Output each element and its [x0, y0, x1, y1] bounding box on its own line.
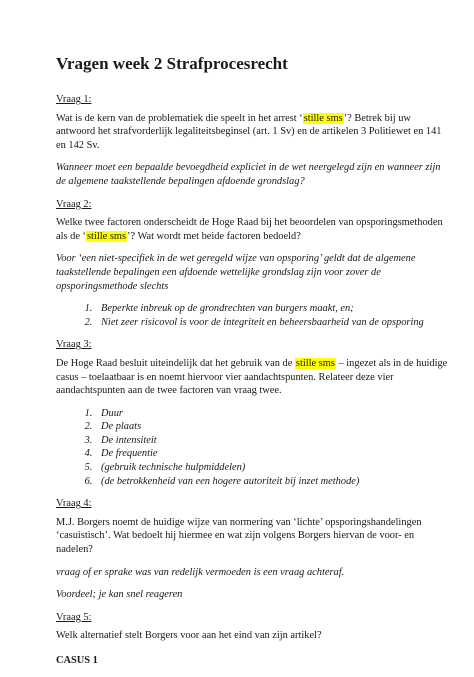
question-2-text-end: ’? Wat wordt met beide factoren bedoeld? [127, 230, 301, 242]
casus-heading: CASUS 1 [56, 655, 98, 666]
question-1-label: Vraag 1: [56, 94, 92, 105]
question-5-label: Vraag 5: [56, 611, 92, 623]
document-page [56, 54, 448, 677]
list-item: 6. (de betrokkenheid van een hogere autoriteit bij inzet methode) [95, 475, 448, 489]
question-4-answer-advantage: Voordeel; je kan snel reageren [56, 589, 183, 601]
question-2-answer-list [56, 302, 448, 329]
question-2-text-start: Welke twee factoren onderscheidt de Hoge Raad bij het beoordelen van opsporingsmethoden als de ‘ [56, 217, 443, 242]
question-1-answer: Wanneer moet een bepaalde bevoegdheid expliciet in de wet neergelegd zijn en wanneer zijn de algemene taakstellende bepalingen afdoende grondslag? [56, 162, 441, 187]
question-1-text-start: Wat is de kern van de problematiek die speelt in het arrest ‘ [56, 112, 303, 124]
list-item: 1. Duur [95, 407, 448, 421]
question-4-label: Vraag 4: [56, 498, 92, 510]
question-4-answer: vraag of er sprake was van redelijk vermoeden is een vraag achteraf. [56, 566, 345, 578]
highlight-stille-sms: stille sms [303, 112, 343, 124]
question-2-label: Vraag 2: [56, 198, 92, 210]
question-3-text [56, 357, 448, 398]
question-3-label: Vraag 3: [56, 339, 92, 351]
list-item: 2. Niet zeer risicovol is voor de integriteit en beheersbaarheid van de opsporing [95, 316, 448, 330]
question-5-text: Welk alternatief stelt Borgers voor aan het eind van zijn artikel? [56, 630, 322, 642]
list-item: 1. Beperkte inbreuk op de grondrechten van burgers maakt, en; [95, 302, 448, 316]
list-item: 2. De plaats [95, 420, 448, 434]
question-4-text: M.J. Borgers noemt de huidige wijze van normering van ‘lichte’ opsporingshandelingen ‘casuistisch’. Wat bedoelt hij hiermee en wat zijn volgens Borgers hiervan de voor- en nadelen? [56, 516, 422, 556]
question-1-text [56, 112, 448, 153]
question-2-answer: Voor ‘een niet-specifiek in de wet geregeld wijze van opsporing’ geldt dat de algemene taakstellende bepalingen een afdoende wettelijke grondslag zijn voor zover de opsporingsmethode slechts [56, 253, 416, 292]
list-item: 5. (gebruik technische hulpmiddelen) [95, 461, 448, 475]
question-3-text-start: De Hoge Raad besluit uiteindelijk dat het gebruik van de [56, 357, 295, 369]
list-item: 4. De frequentie [95, 447, 448, 461]
question-3-text-end: – ingezet als in de huidige casus – toelaatbaar is en noemt hiervoor vier aandachtspunten. Relateer deze vier aandachtspunten aan de twee factoren van vraag twee. [56, 357, 448, 397]
document-title: Vragen week 2 Strafprocesrecht [56, 54, 288, 73]
list-item: 3. De intensiteit [95, 434, 448, 448]
question-1-text-end: ’? Betrek bij uw antwoord het strafvorderlijk legaliteitsbeginsel (art. 1 Sv) en de artikelen 3 Politiewet en 141 en 142 Sv. [56, 112, 442, 151]
highlight-stille-sms: stille sms [87, 230, 126, 242]
question-2-text [56, 216, 448, 243]
highlight-stille-sms: stille sms [295, 357, 335, 369]
question-3-answer-list [56, 407, 448, 489]
